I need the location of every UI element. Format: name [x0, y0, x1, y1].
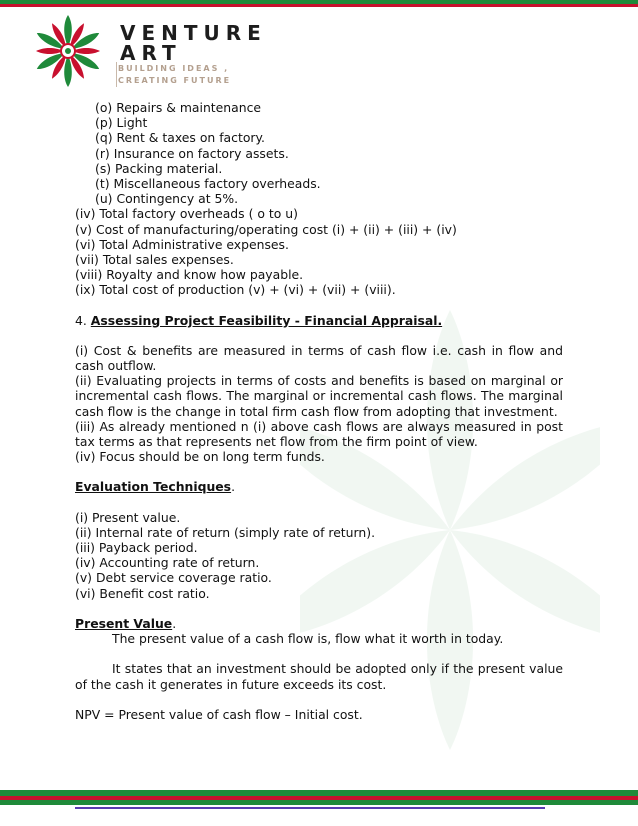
list-item: (vi) Benefit cost ratio. — [75, 585, 210, 601]
total-item: (viii) Royalty and know how payable. — [75, 267, 304, 283]
npv-formula: NPV = Present value of cash flow – Initial cost. — [75, 706, 363, 722]
document-body — [75, 100, 563, 722]
list-item: (iii) Payback period. — [75, 540, 198, 556]
paragraph: (i) Cost & benefits are measured in terms of cash flow i.e. cash in flow and cash outflow. — [75, 342, 563, 374]
brand-divider — [116, 62, 117, 87]
venture-art-logo-icon — [30, 13, 106, 89]
footer-blue-rule — [75, 807, 545, 809]
total-item: (vi) Total Administrative expenses. — [75, 236, 289, 252]
page-footer — [0, 790, 638, 826]
present-value-heading-row — [75, 616, 563, 631]
list-item: (q) Rent & taxes on factory. — [95, 130, 265, 146]
section-number: 4. — [75, 312, 87, 328]
heading-period: . — [172, 615, 177, 631]
brand-tagline-line2: CREATING FUTURE — [118, 76, 232, 85]
list-item: (u) Contingency at 5%. — [95, 191, 239, 207]
list-item: (t) Miscellaneous factory overheads. — [95, 176, 321, 192]
list-item: (ii) Internal rate of return (simply rate of return). — [75, 524, 376, 540]
evaluation-heading-row — [75, 479, 563, 494]
list-item: (s) Packing material. — [95, 160, 223, 176]
section-4-heading-row — [75, 313, 563, 328]
brand-name-line2: ART — [120, 41, 182, 65]
brand-tagline-line1: BUILDING IDEAS , — [118, 64, 230, 73]
list-item: (r) Insurance on factory assets. — [95, 145, 289, 161]
list-item: (p) Light — [95, 115, 148, 131]
present-value-definition: The present value of a cash flow is, flow what it worth in today. — [112, 631, 504, 647]
evaluation-heading: Evaluation Techniques — [75, 479, 232, 495]
list-item: (iv) Accounting rate of return. — [75, 555, 260, 571]
page-header — [0, 7, 638, 92]
heading-period: . — [231, 479, 236, 495]
present-value-heading: Present Value — [75, 615, 173, 631]
footer-green-stripe-lower — [0, 800, 638, 805]
paragraph: (iii) As already mentioned n (i) above cash flows are always measured in post tax terms as that represents net flow from the firm point of view. — [75, 418, 563, 450]
present-value-statement: It states that an investment should be adopted only if the present value of the cash it generates in future exceeds its cost. — [75, 661, 563, 692]
paragraph: (ii) Evaluating projects in terms of costs and benefits is based on marginal or incremental cash flows. The marginal or incremental cash flows. The marginal cash flow is the change in total firm cash flow from adopting that investment. — [75, 373, 563, 419]
list-item: (v) Debt service coverage ratio. — [75, 570, 272, 586]
list-item: (o) Repairs & maintenance — [95, 100, 262, 115]
brand-name-line1: VENTURE — [120, 21, 267, 45]
section-heading: Assessing Project Feasibility - Financial Appraisal. — [90, 312, 443, 328]
total-item: (vii) Total sales expenses. — [75, 252, 234, 268]
total-item: (v) Cost of manufacturing/operating cost (i) + (ii) + (iii) + (iv) — [75, 221, 457, 237]
total-item: (ix) Total cost of production (v) + (vi) + (vii) + (viii). — [75, 282, 396, 298]
paragraph: (iv) Focus should be on long term funds. — [75, 449, 325, 465]
total-item: (iv) Total factory overheads ( o to u) — [75, 206, 298, 222]
list-item: (i) Present value. — [75, 509, 181, 525]
